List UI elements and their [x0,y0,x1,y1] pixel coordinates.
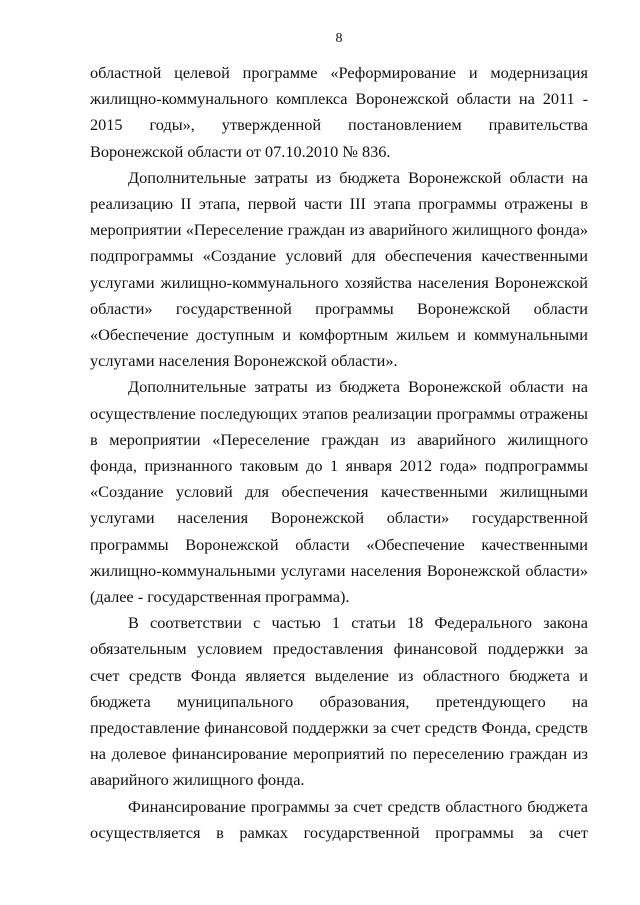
paragraph-2: Дополнительные затраты из бюджета Воронежской области на реализацию II этапа, первой части III этапа программы отражены в мероприятии «Переселение граждан из аварийного жилищного фонда» подпрограммы «Создание условий для обеспечения качественными услугами жилищно-коммунального хозяйства населения Воронежской области» государственной программы Воронежской области «Обеспечение доступным и комфортным жильем и коммунальными услугами населения Воронежской области». [90,167,588,371]
paragraph-1: областной целевой программе «Реформирование и модернизация жилищно-коммунального комплекса Воронежской области на 2011 - 2015 годы», утвержденной постановлением правительства Воронежской области от 07.10.2010 № 836. [90,63,588,161]
paragraph-3: Дополнительные затраты из бюджета Воронежской области на осуществление последующих этапов реализации программы отражены в мероприятии «Переселение граждан из аварийного жилищного фонда, признанного таковым до 1 января 2012 года» подпрограммы «Создание условий для обеспечения качественными жилищными услугами населения Воронежской области» государственной программы Воронежской области «Обеспечение качественными жилищно-коммунальными услугами населения Воронежской области» (далее - государственная программа). [90,377,588,607]
paragraph-4: В соответствии с частью 1 статьи 18 Федерального закона обязательным условием предоставления финансовой поддержки за счет средств Фонда является выделение из областного бюджета и бюджета муниципального образования, претендующего на предоставление финансовой поддержки за счет средств Фонда, средств на долевое финансирование мероприятий по переселению граждан из аварийного жилищного фонда. [90,613,588,790]
paragraph-5: Финансирование программы за счет средств областного бюджета осуществляется в рамках государственной программы за счет [90,796,588,842]
page-number: 8 [335,31,343,46]
